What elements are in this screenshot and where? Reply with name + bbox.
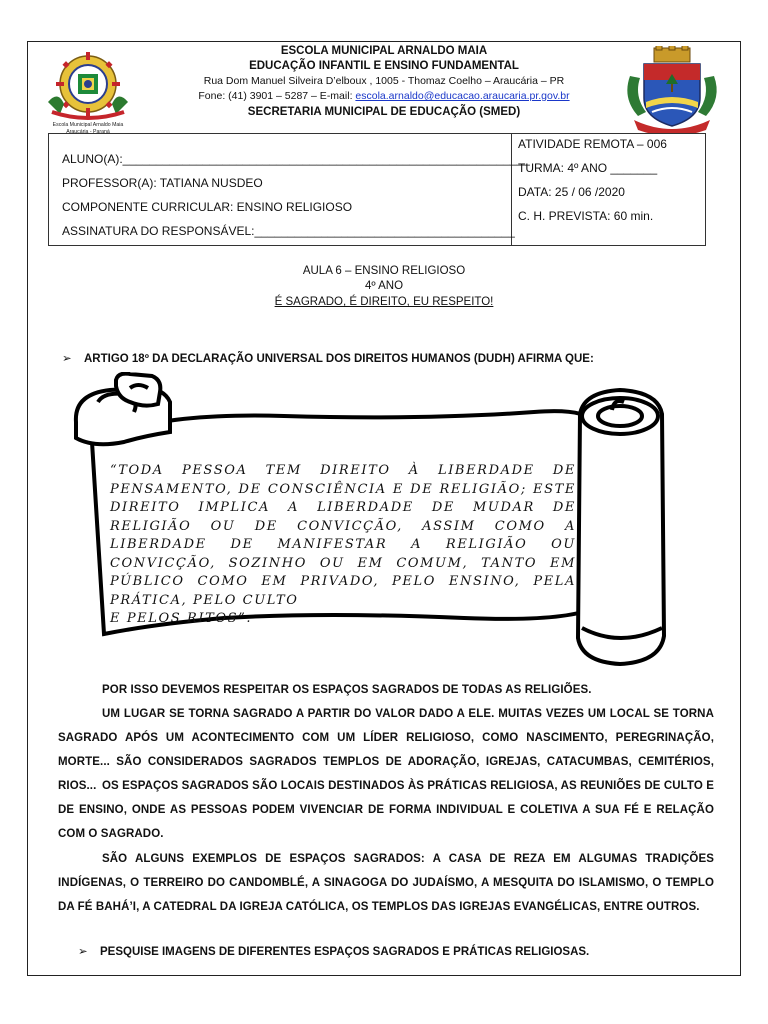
school-level: EDUCAÇÃO INFANTIL E ENSINO FUNDAMENTAL bbox=[249, 60, 519, 72]
araucaria-coat-of-arms-logo bbox=[616, 46, 728, 134]
lesson-grade: 4º ANO bbox=[364, 280, 404, 292]
teacher-label: PROFESSOR(A): TATIANA NUSDEO bbox=[62, 176, 263, 190]
student-name-field[interactable]: ALUNO(A):_____________________________________________________________ bbox=[62, 152, 530, 166]
workload-label: C. H. PREVISTA: 60 min. bbox=[518, 209, 654, 223]
signature-field[interactable]: ASSINATURA DO RESPONSÁVEL:_______________________________________ bbox=[62, 224, 515, 238]
subject-label: COMPONENTE CURRICULAR: ENSINO RELIGIOSO bbox=[62, 200, 353, 214]
phone-text: Fone: (41) 3901 – 5287 – E-mail: bbox=[198, 90, 356, 102]
svg-text:Araucária - Paraná: Araucária - Paraná bbox=[66, 129, 110, 135]
activity-number: ATIVIDADE REMOTA – 006 bbox=[518, 137, 667, 151]
article-bullet bbox=[62, 351, 594, 365]
quote-main-text: “TODA PESSOA TEM DIREITO À LIBERDADE DE PENSAMENTO, DE CONSCIÊNCIA E DE RELIGIÃO; ESTE DIREITO IMPLICA A LIBERDADE DE MUDAR DE RELIGIÃO OU DE CONVICÇÃO, ASSIM COMO A LIBERDADE DE MANIFESTAR A RELIGIÃO OU CONVICÇÃO, SOZINHO OU EM COMUM, TANTO EM PÚBLICO COMO EM PRIVADO, PELO ENSINO, PELA PRÁTICA, PELO CULTO bbox=[110, 463, 576, 608]
paragraph-3: OS ESPAÇOS SAGRADOS SÃO LOCAIS DESTINADOS ÀS PRÁTICAS RELIGIOSA, AS REUNIÕES DE CULTO E DE ENSINO, ONDE AS PESSOAS PODEM VIVENCIAR DE FORMA INDIVIDUAL E COLETIVA A SUA FÉ E RELAÇÃO COM O SAGRADO. bbox=[58, 780, 714, 840]
school-address: Rua Dom Manuel Silveira D’elboux , 1005 - Thomaz Coelho – Araucária – PR bbox=[203, 75, 565, 87]
svg-text:Escola Municipal Arnaldo Maia: Escola Municipal Arnaldo Maia bbox=[52, 122, 124, 128]
school-crest-logo bbox=[38, 50, 138, 136]
paragraph-1: POR ISSO DEVEMOS RESPEITAR OS ESPAÇOS SAGRADOS DE TODAS AS RELIGIÕES. bbox=[102, 684, 592, 696]
contact-line bbox=[150, 88, 618, 104]
article-text: ARTIGO 18º DA DECLARAÇÃO UNIVERSAL DOS DIREITOS HUMANOS (DUDH) AFIRMA QUE: bbox=[84, 353, 594, 365]
department: SECRETARIA MUNICIPAL DE EDUCAÇÃO (SMED) bbox=[247, 106, 521, 118]
paragraph-4: SÃO ALGUNS EXEMPLOS DE ESPAÇOS SAGRADOS: A CASA DE REZA EM ALGUMAS TRADIÇÕES INDÍGENAS, O TERREIRO DO CANDOMBLÉ, A SINAGOGA DO JUDAÍSMO, A MESQUITA DO ISLAMISMO, O TEMPLO DA FÉ BAHÁ’I, A CATEDRAL DA IGREJA CATÓLICA, OS TEMPLOS DAS IGREJAS EVANGÉLICAS, ENTRE OUTROS. bbox=[58, 853, 714, 913]
task-bullet bbox=[78, 944, 589, 958]
date-label: DATA: 25 / 06 /2020 bbox=[518, 185, 625, 199]
quote-end-text: E PELOS RITOS”. bbox=[110, 611, 253, 626]
lesson-motto: É SAGRADO, É DIREITO, EU RESPEITO! bbox=[274, 296, 494, 308]
class-field[interactable]: TURMA: 4º ANO _______ bbox=[518, 161, 658, 175]
task-text: PESQUISE IMAGENS DE DIFERENTES ESPAÇOS SAGRADOS E PRÁTICAS RELIGIOSAS. bbox=[100, 946, 590, 958]
dudh-quote bbox=[110, 462, 576, 629]
school-name: ESCOLA MUNICIPAL ARNALDO MAIA bbox=[280, 45, 488, 57]
lesson-title: AULA 6 – ENSINO RELIGIOSO bbox=[302, 265, 466, 277]
paragraph-2: UM LUGAR SE TORNA SAGRADO A PARTIR DO VALOR DADO A ELE. MUITAS VEZES UM LOCAL SE TORNA SAGRADO APÓS UM ACONTECIMENTO COM UM LÍDER RELIGIOSO, COMO NASCIMENTO, PEREGRINAÇÃO, MORTE... SÃO CONSIDERADOS SAGRADOS TEMPLOS DE ADORAÇÃO, IGREJAS, CATACUMBAS, CEMITÉRIOS, RIOS... bbox=[58, 708, 714, 792]
email-link[interactable]: escola.arnaldo@educacao.araucaria.pr.gov.br bbox=[355, 90, 570, 102]
arrowhead-bullet-icon: ➢ bbox=[78, 946, 88, 958]
arrowhead-bullet-icon: ➢ bbox=[62, 353, 72, 365]
